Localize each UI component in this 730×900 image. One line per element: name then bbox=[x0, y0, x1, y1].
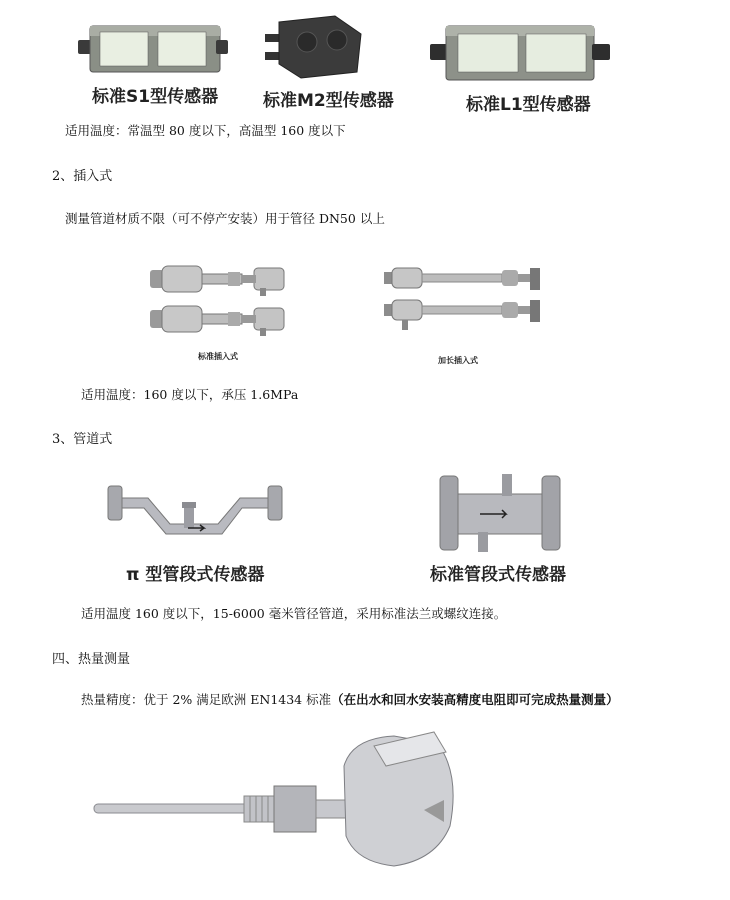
pipe-heading: 3、管道式 bbox=[52, 432, 113, 447]
insert-heading: 2、插入式 bbox=[52, 169, 113, 184]
heat-accuracy-text: 热量精度：优于 2% 满足欧洲 EN1434 标准 bbox=[81, 692, 332, 707]
top-temperature-note: 适用温度：常温型 80 度以下，高温型 160 度以下 bbox=[65, 123, 346, 138]
standard-insertion-caption: 标准插入式 bbox=[198, 352, 238, 361]
s1-sensor-image bbox=[78, 18, 228, 78]
standard-insertion-sensor-image bbox=[148, 262, 290, 344]
s1-caption: 标准S1型传感器 bbox=[92, 87, 219, 107]
rtd-temperature-probe-image bbox=[94, 726, 464, 876]
pi-pipe-caption: π 型管段式传感器 bbox=[126, 565, 265, 585]
m2-caption: 标准M2型传感器 bbox=[263, 91, 394, 111]
pipe-temperature-note: 适用温度 160 度以下，15-6000 毫米管径管道，采用标准法兰或螺纹连接。 bbox=[81, 606, 507, 621]
m2-sensor-image bbox=[265, 14, 365, 80]
standard-pipe-caption: 标准管段式传感器 bbox=[430, 565, 566, 585]
extended-insertion-sensor-image bbox=[384, 266, 544, 338]
heat-accuracy-bold: （在出水和回水安装高精度电阻即可完成热量测量） bbox=[331, 692, 619, 707]
l1-sensor-image bbox=[430, 18, 610, 84]
heat-heading: 四、热量测量 bbox=[52, 652, 131, 667]
standard-pipe-sensor-image bbox=[440, 470, 560, 556]
insert-description: 测量管道材质不限（可不停产安装）用于管径 DN50 以上 bbox=[65, 211, 385, 226]
extended-insertion-caption: 加长插入式 bbox=[438, 356, 478, 365]
pi-pipe-sensor-image bbox=[108, 476, 288, 546]
heat-accuracy-line bbox=[81, 690, 619, 708]
l1-caption: 标准L1型传感器 bbox=[466, 95, 591, 115]
insert-temperature-note: 适用温度：160 度以下，承压 1.6MPa bbox=[81, 387, 299, 402]
